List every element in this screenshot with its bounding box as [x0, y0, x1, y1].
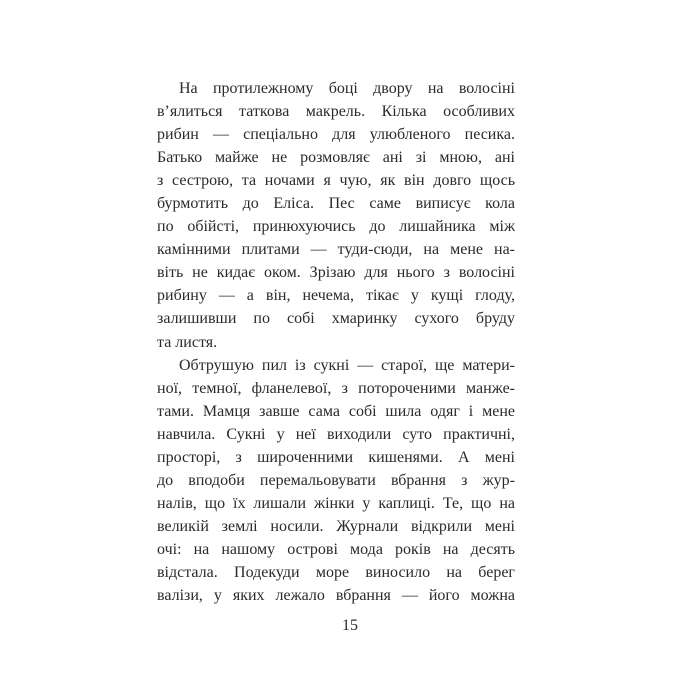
text-line: відстала. Подекуди море виносило на берег — [157, 563, 515, 581]
text-line: залишивши по собі хмаринку сухого бруду — [157, 310, 515, 328]
text-line: з сестрою, та ночами я чую, як він довго щось — [157, 172, 515, 190]
page-number: 15 — [342, 617, 358, 634]
text-line: по обійсті, принюхуючись до лишайника між — [157, 218, 515, 236]
text-line: налів, що їх лишали жінки у каплиці. Те, що на — [157, 494, 515, 512]
text-line: та листя. — [157, 333, 218, 351]
text-line: валізи, у яких лежало вбрання — його можна — [157, 587, 515, 605]
text-line: навчила. Сукні у неї виходили суто практичні, — [157, 425, 515, 443]
text-line: до вподоби перемальовувати вбрання з жур- — [157, 471, 515, 489]
text-line: великій землі носили. Журнали відкрили мені — [157, 517, 515, 535]
text-line: Батько майже не розмовляє ані зі мною, ані — [157, 149, 515, 167]
text-line: очі: на нашому острові мода років на десять — [157, 540, 515, 558]
text-line: На протилежному боці двору на волосіні — [179, 80, 515, 97]
text-line: віть не кидає оком. Зрізаю для нього з волосіні — [157, 264, 515, 282]
text-line: тами. Мамця завше сама собі шила одяг і мене — [157, 402, 515, 420]
text-line: рибин — спеціально для улюбленого песика. — [157, 126, 515, 144]
text-line: просторі, з широченними кишенями. А мені — [157, 448, 515, 466]
text-line: камінними плитами — туди-сюди, на мене на- — [157, 241, 515, 259]
text-line: в’ялиться таткова макрель. Кілька особливих — [157, 103, 515, 121]
text-line: бурмотить до Еліса. Пес саме виписує кола — [157, 195, 515, 213]
body-text — [157, 77, 515, 607]
text-line: рибину — а він, нечема, тікає у кущі глоду, — [157, 287, 515, 305]
text-line: ної, темної, фланелевої, з потороченими манже- — [157, 379, 515, 397]
text-line: Обтрушую пил із сукні — старої, ще матери- — [179, 356, 515, 374]
